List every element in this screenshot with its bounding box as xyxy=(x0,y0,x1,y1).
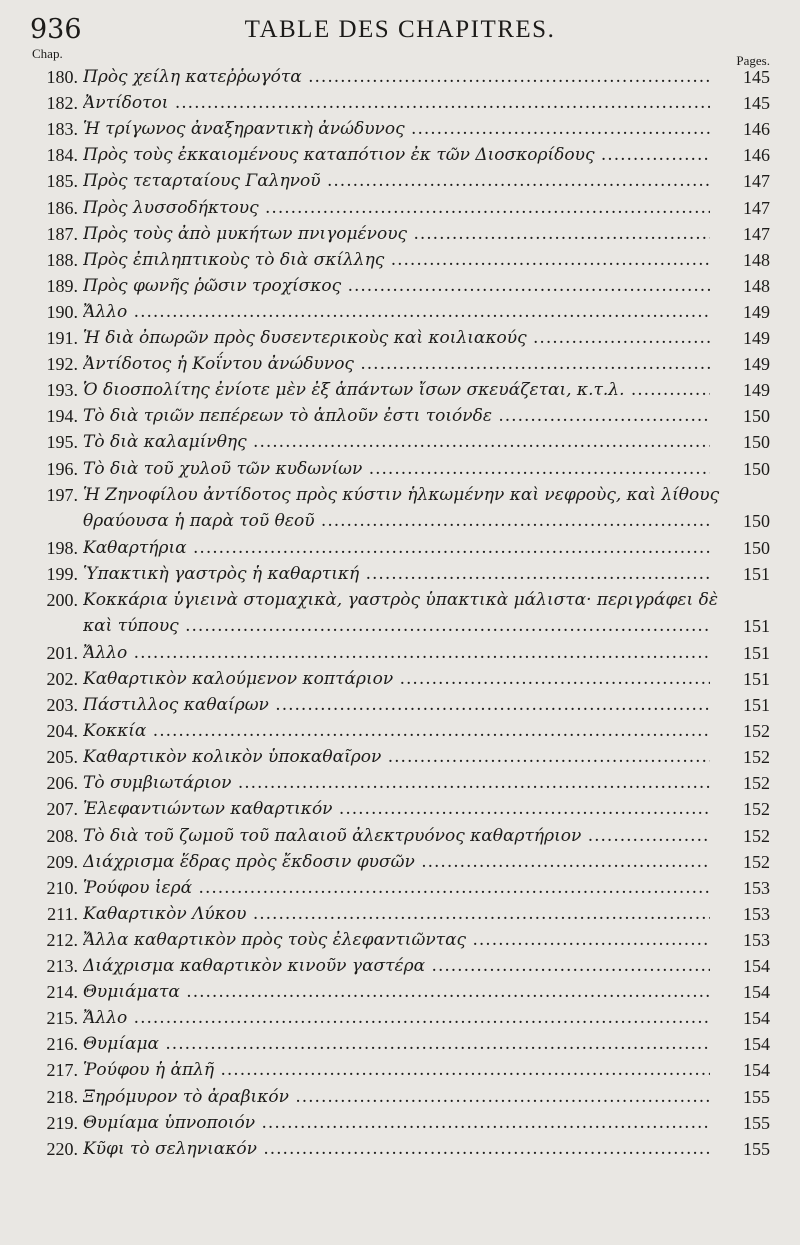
chapter-number: 185. xyxy=(46,171,78,192)
toc-entry xyxy=(30,849,770,875)
toc-entry xyxy=(30,429,770,455)
chapter-number: 197. xyxy=(46,484,78,505)
chapter-title: Ἡ διὰ ὀπωρῶν πρὸς δυσεντερικοὺς καὶ κοιλιακούς ..... xyxy=(83,325,710,351)
toc-entry xyxy=(30,456,770,482)
chapter-title: Πρὸς χείλη κατεῤῥωγότα ..... xyxy=(83,64,710,90)
page-reference: 149 xyxy=(743,380,770,401)
toc-entry xyxy=(30,1136,770,1162)
chapter-number: 200. xyxy=(46,589,78,610)
chapter-title: Διάχρισμα ἕδρας πρὸς ἔκδοσιν φυσῶν ..... xyxy=(83,849,710,875)
page-reference: 155 xyxy=(743,1086,770,1107)
chapter-title: Τὸ συμβιωτάριον ..... xyxy=(83,770,710,796)
chapter-title-continuation: καὶ τύπους ..... xyxy=(83,613,710,639)
chapter-number: 189. xyxy=(46,275,78,296)
page-reference: 150 xyxy=(743,458,770,479)
page-reference: 155 xyxy=(743,1138,770,1159)
toc-entry xyxy=(30,927,770,953)
chapter-number: 203. xyxy=(46,695,78,715)
toc-entry xyxy=(30,351,770,377)
toc-entry xyxy=(30,168,770,194)
pages-column-header: Pages. xyxy=(736,53,770,68)
page-reference: 153 xyxy=(743,877,770,898)
page-reference: 147 xyxy=(743,197,770,218)
toc-entry xyxy=(30,770,770,796)
chapter-number: 219. xyxy=(46,1112,78,1133)
toc-entry xyxy=(30,535,770,561)
toc-entry xyxy=(30,273,770,299)
chapter-number: 196. xyxy=(46,458,78,479)
page-reference: 150 xyxy=(743,432,770,453)
chapter-title: Καθαρτήρια ..... xyxy=(83,535,710,561)
chapter-title: Θυμίαμα ὑπνοποιόν ..... xyxy=(83,1110,710,1136)
page-reference: 145 xyxy=(743,93,770,114)
running-title: TABLE DES CHAPITRES. xyxy=(244,16,556,43)
page-reference: 153 xyxy=(743,903,770,924)
chapter-number: 210. xyxy=(46,877,78,898)
chapter-title: Πρὸς τεταρταίους Γαληνοῦ ..... xyxy=(83,168,710,194)
chapter-title: Ἐλεφαντιώντων καθαρτικόν ..... xyxy=(83,796,710,822)
chapter-title: Ῥούφου ἡ ἁπλῆ ..... xyxy=(83,1057,710,1083)
chapter-title: Τὸ διὰ τοῦ ζωμοῦ τοῦ παλαιοῦ ἀλεκτρυόνος καθαρτήριον ..... xyxy=(83,823,710,849)
chapter-column-header: Chap. xyxy=(32,46,63,61)
page-reference: 154 xyxy=(743,982,770,1003)
chapter-title: Ἀντίδοτος ἡ Κοΐντου ἀνώδυνος ..... xyxy=(83,351,710,377)
chapter-title: Κῦφι τὸ σεληνιακόν ..... xyxy=(83,1136,710,1162)
page-reference: 147 xyxy=(743,223,770,244)
chapter-number: 216. xyxy=(46,1034,78,1055)
page-reference: 149 xyxy=(743,354,770,375)
toc-entry xyxy=(30,640,770,666)
toc-entry xyxy=(30,482,770,534)
chapter-number: 184. xyxy=(46,145,78,166)
page-reference: 151 xyxy=(743,695,770,715)
page-reference: 150 xyxy=(743,537,770,558)
chapter-number: 215. xyxy=(46,1008,78,1029)
chapter-title: Ἄλλα καθαρτικὸν πρὸς τοὺς ἐλεφαντιῶντας ..... xyxy=(83,927,710,953)
toc-entry xyxy=(30,64,770,90)
toc-entry xyxy=(30,195,770,221)
chapter-title: Τὸ διὰ τριῶν πεπέρεων τὸ ἁπλοῦν ἐστι τοιόνδε ..... xyxy=(83,403,710,429)
page-reference: 154 xyxy=(743,1060,770,1081)
toc-entry xyxy=(30,587,770,639)
toc-entry xyxy=(30,744,770,770)
chapter-number: 194. xyxy=(46,406,78,427)
page-reference: 151 xyxy=(743,642,770,663)
chapter-number: 205. xyxy=(46,747,78,768)
toc-entry xyxy=(30,1084,770,1110)
chapter-number: 195. xyxy=(46,432,78,453)
page-reference: 154 xyxy=(743,956,770,976)
chapter-title: Κοκκάρια ὑγιεινὰ στομαχικὰ, γαστρὸς ὑπακτικὰ μάλιστα· περιγράφει δὲ xyxy=(83,589,718,610)
chapter-number: 183. xyxy=(46,119,78,140)
chapter-title: Πρὸς ἐπιληπτικοὺς τὸ διὰ σκίλλης ..... xyxy=(83,247,710,273)
chapter-number: 206. xyxy=(46,773,78,794)
chapter-number: 180. xyxy=(46,67,78,87)
page-reference: 146 xyxy=(743,119,770,140)
toc-entry xyxy=(30,247,770,273)
chapter-number: 214. xyxy=(46,982,78,1003)
toc-entry xyxy=(30,561,770,587)
chapter-title: Ἄλλο ..... xyxy=(83,1005,710,1031)
toc-entry xyxy=(30,718,770,744)
page-reference: 150 xyxy=(743,510,770,531)
chapter-number: 208. xyxy=(46,825,78,846)
chapter-title: Καθαρτικὸν Λύκου ..... xyxy=(83,901,710,927)
toc-entry xyxy=(30,116,770,142)
page-reference: 145 xyxy=(743,67,770,87)
chapter-number: 190. xyxy=(46,301,78,322)
chapter-title: Θυμιάματα ..... xyxy=(83,979,710,1005)
toc-entry xyxy=(30,90,770,116)
toc-entry xyxy=(30,979,770,1005)
chapter-number: 211. xyxy=(47,903,78,924)
chapter-number: 201. xyxy=(46,642,78,663)
page-reference: 152 xyxy=(743,773,770,794)
chapter-title: Ἄλλο ..... xyxy=(83,299,710,325)
chapter-title: Πρὸς λυσσοδήκτους ..... xyxy=(83,195,710,221)
chapter-number: 186. xyxy=(46,197,78,218)
toc-entry xyxy=(30,901,770,927)
chapter-number: 220. xyxy=(46,1138,78,1159)
toc-entry xyxy=(30,953,770,979)
chapter-number: 209. xyxy=(46,851,78,872)
chapter-title: Ἡ Ζηνοφίλου ἀντίδοτος πρὸς κύστιν ἡλκωμένην καὶ νεφροὺς, καὶ λίθους xyxy=(83,484,720,505)
toc-entry xyxy=(30,692,770,718)
chapter-title: Πρὸς φωνῆς ῥῶσιν τροχίσκος ..... xyxy=(83,273,710,299)
chapter-number: 199. xyxy=(46,563,78,584)
toc-entry xyxy=(30,666,770,692)
page-reference: 148 xyxy=(743,275,770,296)
chapter-title: Τὸ διὰ τοῦ χυλοῦ τῶν κυδωνίων ..... xyxy=(83,456,710,482)
chapter-title-continuation: θραύουσα ἡ παρὰ τοῦ θεοῦ ..... xyxy=(83,508,710,534)
page-reference: 154 xyxy=(743,1008,770,1029)
chapter-title: Κοκκία ..... xyxy=(83,718,710,744)
page-reference: 147 xyxy=(743,171,770,192)
toc-entry xyxy=(30,823,770,849)
page-reference: 154 xyxy=(743,1034,770,1055)
page-reference: 152 xyxy=(743,851,770,872)
chapter-number: 213. xyxy=(46,956,78,976)
chapter-title: Πάστιλλος καθαίρων ..... xyxy=(83,692,710,718)
chapter-title: Ἄλλο ..... xyxy=(83,640,710,666)
page-reference: 150 xyxy=(743,406,770,427)
toc-entry xyxy=(30,1110,770,1136)
chapter-number: 193. xyxy=(46,380,78,401)
page-reference: 149 xyxy=(743,328,770,348)
page-reference: 151 xyxy=(743,615,770,636)
page-reference: 151 xyxy=(743,563,770,584)
page-number: 936 xyxy=(30,14,82,45)
chapter-number: 187. xyxy=(46,223,78,244)
chapter-number: 204. xyxy=(46,721,78,742)
chapter-number: 202. xyxy=(46,668,78,689)
chapter-title: Καθαρτικὸν καλούμενον κοπτάριον ..... xyxy=(83,666,710,692)
chapter-number: 212. xyxy=(46,929,78,950)
toc-entry xyxy=(30,796,770,822)
chapter-number: 188. xyxy=(46,249,78,270)
chapter-title: Ἡ τρίγωνος ἀναξηραντικὴ ἀνώδυνος ..... xyxy=(83,116,710,142)
toc-entry xyxy=(30,1057,770,1083)
toc-entry xyxy=(30,325,770,351)
chapter-title: Τὸ διὰ καλαμίνθης ..... xyxy=(83,429,710,455)
chapter-number: 191. xyxy=(46,328,78,348)
chapter-title: Καθαρτικὸν κολικὸν ὑποκαθαῖρον ..... xyxy=(83,744,710,770)
page-reference: 146 xyxy=(743,145,770,166)
chapter-title: Ἀντίδοτοι ..... xyxy=(83,90,710,116)
page-reference: 151 xyxy=(743,668,770,689)
toc-entry xyxy=(30,299,770,325)
toc-entry xyxy=(30,142,770,168)
chapter-number: 198. xyxy=(46,537,78,558)
page-reference: 148 xyxy=(743,249,770,270)
chapter-number: 192. xyxy=(46,354,78,375)
toc-entry xyxy=(30,1031,770,1057)
chapter-title: Ξηρόμυρον τὸ ἀραβικόν ..... xyxy=(83,1084,710,1110)
toc-entry xyxy=(30,377,770,403)
page-reference: 152 xyxy=(743,825,770,846)
chapter-title: Ῥούφου ἱερά ..... xyxy=(83,875,710,901)
page-reference: 152 xyxy=(743,721,770,742)
chapter-number: 218. xyxy=(46,1086,78,1107)
page-reference: 153 xyxy=(743,929,770,950)
chapter-title: Ὁ διοσπολίτης ἐνίοτε μὲν ἐξ ἁπάντων ἴσων σκευάζεται, κ.τ.λ. ..... xyxy=(83,377,710,403)
chapter-title: Πρὸς τοὺς ἐκκαιομένους καταπότιον ἐκ τῶν Διοσκορίδους ..... xyxy=(83,142,710,168)
toc-entry xyxy=(30,1005,770,1031)
chapter-title: Πρὸς τοὺς ἀπὸ μυκήτων πνιγομένους ..... xyxy=(83,221,710,247)
toc-entry xyxy=(30,403,770,429)
chapter-title: Ὑπακτικὴ γαστρὸς ἡ καθαρτική ..... xyxy=(83,561,710,587)
page-reference: 149 xyxy=(743,301,770,322)
chapter-number: 217. xyxy=(46,1060,78,1081)
chapter-number: 182. xyxy=(46,93,78,114)
chapter-title: Θυμίαμα ..... xyxy=(83,1031,710,1057)
chapter-title: Διάχρισμα καθαρτικὸν κινοῦν γαστέρα ..... xyxy=(83,953,710,979)
toc-entry xyxy=(30,875,770,901)
toc-entry xyxy=(30,221,770,247)
page-reference: 152 xyxy=(743,747,770,768)
page-reference: 155 xyxy=(743,1112,770,1133)
page-reference: 152 xyxy=(743,799,770,820)
chapter-number: 207. xyxy=(46,799,78,820)
